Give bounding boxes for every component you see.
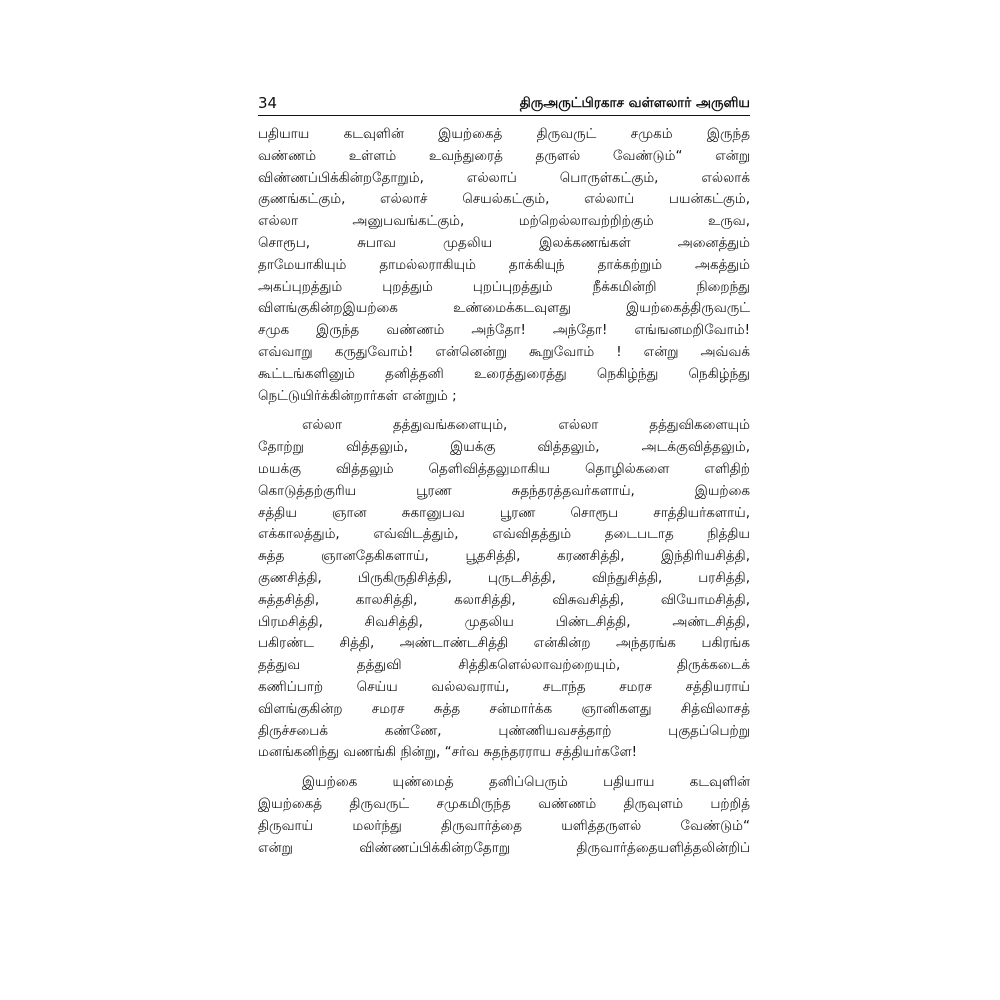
- text-line: திருச்சபைக் கண்ணே, புண்ணியவசத்தாற் புகுதப்பெற்று: [258, 722, 750, 739]
- text-line: பிரமசித்தி, சிவசித்தி, முதலிய பிண்டசித்தி, அண்டசித்தி,: [258, 613, 750, 630]
- text-line: எல்லா தத்துவங்களையும், எல்லா தத்துவிகளையும்: [302, 417, 750, 434]
- text-line: கணிப்பாற் செய்ய வல்லவராய், சடாந்த சமரச சத்தியராய்: [258, 678, 750, 695]
- text-line: தாமேயாகியும் தாமல்லராகியும் தாக்கியுந் தாக்கற்றும் அகத்தும்: [258, 256, 750, 273]
- text-line: இயற்கைத் திருவருட் சமுகமிருந்த வண்ணம் திருவுளம் பற்றித்: [258, 795, 750, 812]
- text-line: சுத்தசித்தி, காலசித்தி, கலாசித்தி, விசுவசித்தி, வியோமசித்தி,: [258, 591, 750, 608]
- text-line: சொரூப, சுபாவ முதலிய இலக்கணங்கள் அனைத்தும்: [258, 234, 750, 251]
- text-line: திருவாய் மலர்ந்து திருவார்த்தை யளித்தருளல் வேண்டும்“: [258, 817, 750, 834]
- text-line: சத்திய ஞான சுகானுபவ பூரண சொரூப சாத்தியர்களாய்,: [258, 504, 750, 521]
- text-line: எல்லா அனுபவங்கட்கும், மற்றெல்லாவற்றிற்கும் உருவ,: [258, 213, 750, 230]
- text-line: மயக்கு வித்தலும் தெளிவித்தலுமாகிய தொழில்களை எளிதிற்: [258, 460, 750, 477]
- running-title: திருஅருட்பிரகாச வள்ளலார் அருளிய: [519, 95, 750, 111]
- text-line: வண்ணம் உள்ளம் உவந்துரைத் தருளல் வேண்டும்“ என்று: [258, 147, 750, 164]
- text-line: பகிரண்ட சித்தி, அண்டாண்டசித்தி என்கின்ற அந்தரங்க பகிரங்க: [258, 635, 750, 652]
- book-page: [258, 92, 750, 912]
- text-line: தோற்று வித்தலும், இயக்கு வித்தலும், அடக்குவித்தலும்,: [258, 439, 750, 456]
- header-rule: [258, 115, 750, 116]
- page-header: [258, 92, 750, 116]
- paragraph: [258, 415, 750, 764]
- text-line: குணங்கட்கும், எல்லாச் செயல்கட்கும், எல்லாப் பயன்கட்கும்,: [258, 191, 750, 208]
- body-text: [258, 124, 750, 859]
- text-line: சமுக இருந்த வண்ணம் அந்தோ! அந்தோ! எங்ஙனமறிவோம்!: [258, 322, 750, 339]
- text-line: விண்ணப்பிக்கின்றதோறும், எல்லாப் பொருள்கட்கும், எல்லாக்: [258, 169, 750, 186]
- text-line: நெட்டுயிர்க்கின்றார்கள் என்றும் ;: [258, 387, 457, 404]
- text-line: கொடுத்தற்குரிய பூரண சுதந்தரத்தவர்களாய், இயற்கை: [258, 482, 750, 499]
- text-line: சுத்த ஞானதேகிகளாய், பூதசித்தி, கரணசித்தி, இந்திரியசித்தி,: [258, 548, 750, 565]
- text-line: பதியாய கடவுளின் இயற்கைத் திருவருட் சமுகம் இருந்த: [258, 126, 750, 142]
- text-line: விளங்குகின்றஇயற்கை உண்மைக்கடவுளது இயற்கைத்திருவருட்: [258, 300, 750, 317]
- text-line: எக்காலத்தும், எவ்விடத்தும், எவ்விதத்தும் தடைபடாத நித்திய: [258, 526, 750, 543]
- text-line: அகப்புறத்தும் புறத்தும் புறப்புறத்தும் நீக்கமின்றி நிறைந்து: [258, 278, 750, 295]
- text-line: குணசித்தி, பிருகிருதிசித்தி, புருடசித்தி, விந்துசித்தி, பரசித்தி,: [258, 569, 750, 586]
- paragraph: [258, 124, 750, 407]
- text-line: இயற்கை யுண்மைத் தனிப்பெரும் பதியாய கடவுளின்: [302, 774, 750, 791]
- text-line: தத்துவ தத்துவி சித்திகளெல்லாவற்றையும், திருக்கடைக்: [258, 657, 750, 674]
- page-number: 34: [258, 94, 278, 112]
- paragraph: [258, 772, 750, 859]
- text-line: கூட்டங்களினும் தனித்தனி உரைத்துரைத்து நெகிழ்ந்து நெகிழ்ந்து: [258, 365, 750, 382]
- text-line: எவ்வாறு கருதுவோம்! என்னென்று கூறுவோம் ! என்று அவ்வக்: [258, 343, 750, 360]
- text-line: விளங்குகின்ற சமரச சுத்த சன்மார்க்க ஞானிகளது சித்விலாசத்: [258, 700, 750, 717]
- text-line: என்று விண்ணப்பிக்கின்றதோறு திருவார்த்தையளித்தலின்றிப்: [258, 839, 750, 856]
- text-line: மனங்கனிந்து வணங்கி நின்று, “சர்வ சுதந்தரராய சத்தியர்களே!: [258, 744, 638, 761]
